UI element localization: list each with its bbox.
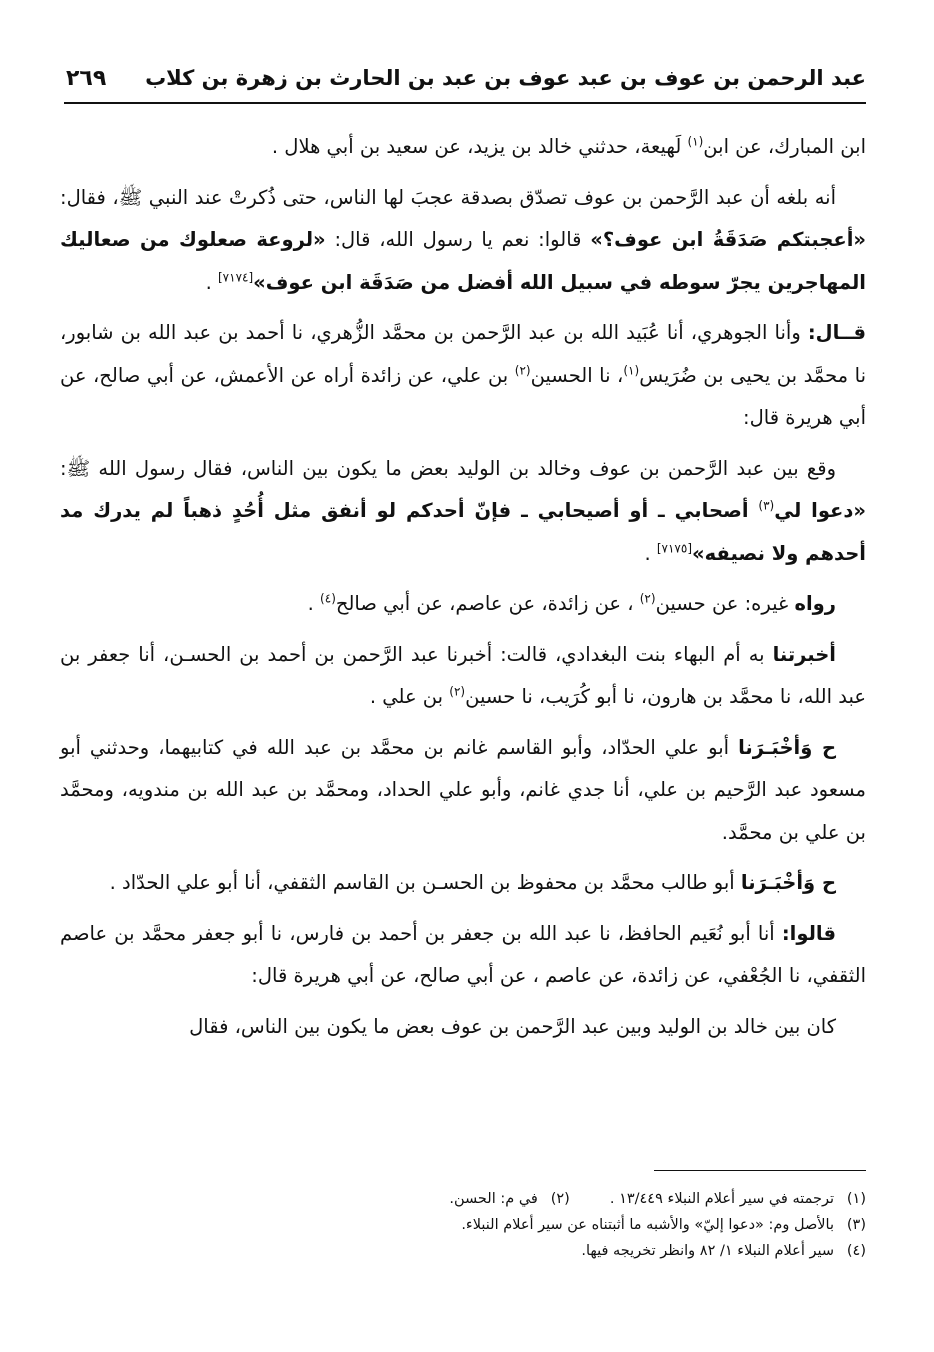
paragraph-4: وقع بين عبد الرَّحمن بن عوف وخالد بن الوليد بعض ما يكون بين الناس، فقال رسول الله ﷺ: «دعوا لي$^{(٣)}$ أصحابي ـ أو أصيحابي ـ فإنّ أحدكم لو أنفق مثل أُحُدٍ ذهباً لم يدرك مد أحدهم ولا نصيفه»[٧١٧٥] . — [60, 456, 866, 565]
paragraph-1: ابن المبارك، عن ابن$^{(١)}$ لَهيعة، حدثني خالد بن يزيد، عن سعيد بن أبي هلال . — [271, 134, 866, 158]
paragraph-2: أنه بلغه أن عبد الرَّحمن بن عوف تصدّق بصدقة عجبَ لها الناس، حتى ذُكرتْ عند النبي ﷺ، فقال: «أعجبتكم صَدَقَةُ ابن عوف؟» قالوا: نعم يا رسول الله، قال: «لروعة صعلوك من صعاليك المهاجرين يجرّ سوطه في سبيل الله أفضل من صَدَقَة ابن عوف»[٧١٧٤] . — [60, 185, 867, 294]
hadith-quote: «دعوا لي — [774, 499, 866, 522]
footnote-divider — [654, 1170, 866, 1171]
footnote-ref: (٢) — [514, 363, 531, 377]
paragraph-label: ح وَأخْبَـرَنا — [738, 735, 837, 759]
page-number: ٢٦٩ — [66, 66, 107, 91]
footnote-ref: (٣) — [758, 498, 775, 513]
main-text — [60, 126, 866, 1056]
footnote-number: (١) — [846, 1191, 866, 1207]
footnote-number: (٢) — [550, 1191, 570, 1207]
footnote-ref: (١) — [623, 363, 640, 377]
paragraph-7: ح وَأخْبَـرَنا أبو علي الحدّاد، وأبو القاسم غانم بن محمَّد بن عبد الله في كتابيهما، وحدثني أبو مسعود عبد الرَّحيم بن علي، أنا جدي غانم، وأبو علي الحداد، ومحمَّد بن عبد الله بن مندويه، ومحمَّد بن علي بن محمَّد. — [60, 735, 866, 844]
footnote-ref: (٢) — [639, 591, 656, 606]
hadith-number: [٧١٧٥] — [656, 541, 692, 555]
paragraph-label: قالوا: — [781, 921, 836, 945]
footnotes — [60, 1186, 866, 1264]
footnote-row — [60, 1238, 866, 1264]
footnote-row — [60, 1212, 866, 1238]
paragraph-8: ح وَأخْبَـرَنا أبو طالب محمَّد بن محفوظ بن الحسـن بن القاسم الثقفي، أنا أبو علي الحدّاد . — [109, 871, 836, 894]
footnote-text: سير أعلام النبلاء ١/ ٨٢ وانظر تخريجه فيها. — [581, 1243, 834, 1259]
footnote-text: في م: الحسن. — [449, 1191, 538, 1207]
paragraph-label: ح وَأخْبَـرَنا — [740, 871, 836, 894]
paragraph-6: أخبرتنا به أم البهاء بنت البغدادي، قالت: أخبرنا عبد الرَّحمن بن أحمد بن الحسـن، أنا جعفر بن عبد الله، نا محمَّد بن هارون، نا أبو كُرَيب، نا حسين$^{(٢)}$ بن علي . — [60, 642, 866, 708]
footnote-text: بالأصل وم: «دعوا إليّ» والأشبه ما أثبتناه عن سير أعلام النبلاء. — [461, 1217, 834, 1233]
hadith-quote: «لروعة صعلوك من صعاليك المهاجرين يجرّ سوطه في سبيل الله أفضل من صَدَقَة ابن عوف» — [60, 228, 866, 294]
page-header — [64, 62, 866, 104]
paragraph-5: رواه غيره: عن حسين$^{(٢)}$ ، عن زائدة، عن عاصم، عن أبي صالح$^{(٤)}$ . — [307, 591, 836, 615]
footnote-text: ترجمته في سير أعلام النبلاء ١٣/٤٤٩ . — [609, 1191, 834, 1207]
paragraph-9: قالوا: أنا أبو نُعَيم الحافظ، نا عبد الله بن جعفر بن أحمد بن فارس، نا أبو جعفر محمَّد بن عاصم الثقفي، نا الجُعْفي، عن زائدة، عن عاصم ، عن أبي صالح، عن أبي هريرة قال: — [60, 921, 866, 987]
hadith-number: [٧١٧٤] — [217, 270, 254, 284]
footnote-row — [60, 1186, 866, 1212]
paragraph-label: رواه — [794, 592, 836, 615]
footnote-ref: (٤) — [320, 591, 336, 606]
paragraph-3: قــال: وأنا الجوهري، أنا عُبَيد الله بن عبد الرَّحمن بن محمَّد الزُّهري، نا أحمد بن عبد الله بن شابور، نا محمَّد بن يحيى بن ضُرَيس$^{(١)}$، نا الحسين$^{(٢)}$ بن علي، عن زائدة أراه عن الأعمش، عن أبي صالح، عن أبي هريرة قال: — [60, 321, 866, 429]
footnote-ref: (١) — [687, 134, 704, 149]
footnote-number: (٤) — [846, 1243, 866, 1259]
footnote-ref: (٢) — [449, 684, 466, 699]
hadith-quote: أصحابي ـ أو أصيحابي ـ فإنّ أحدكم لو أنفق مثل أُحُدٍ ذهباً لم يدرك مد أحدهم ولا نصيفه» — [60, 499, 866, 565]
paragraph-10: كان بين خالد بن الوليد وبين عبد الرَّحمن بن عوف بعض ما يكون بين الناس، فقال — [189, 1014, 836, 1038]
hadith-quote: «أعجبتكم صَدَقَةُ ابن عوف؟» — [590, 228, 867, 251]
footnote-number: (٣) — [846, 1217, 866, 1233]
running-title: عبد الرحمن بن عوف بن عبد عوف بن عبد بن الحارث بن زهرة بن كلاب — [145, 66, 866, 90]
paragraph-label: أخبرتنا — [772, 642, 836, 666]
paragraph-label: قــال: — [807, 321, 866, 344]
